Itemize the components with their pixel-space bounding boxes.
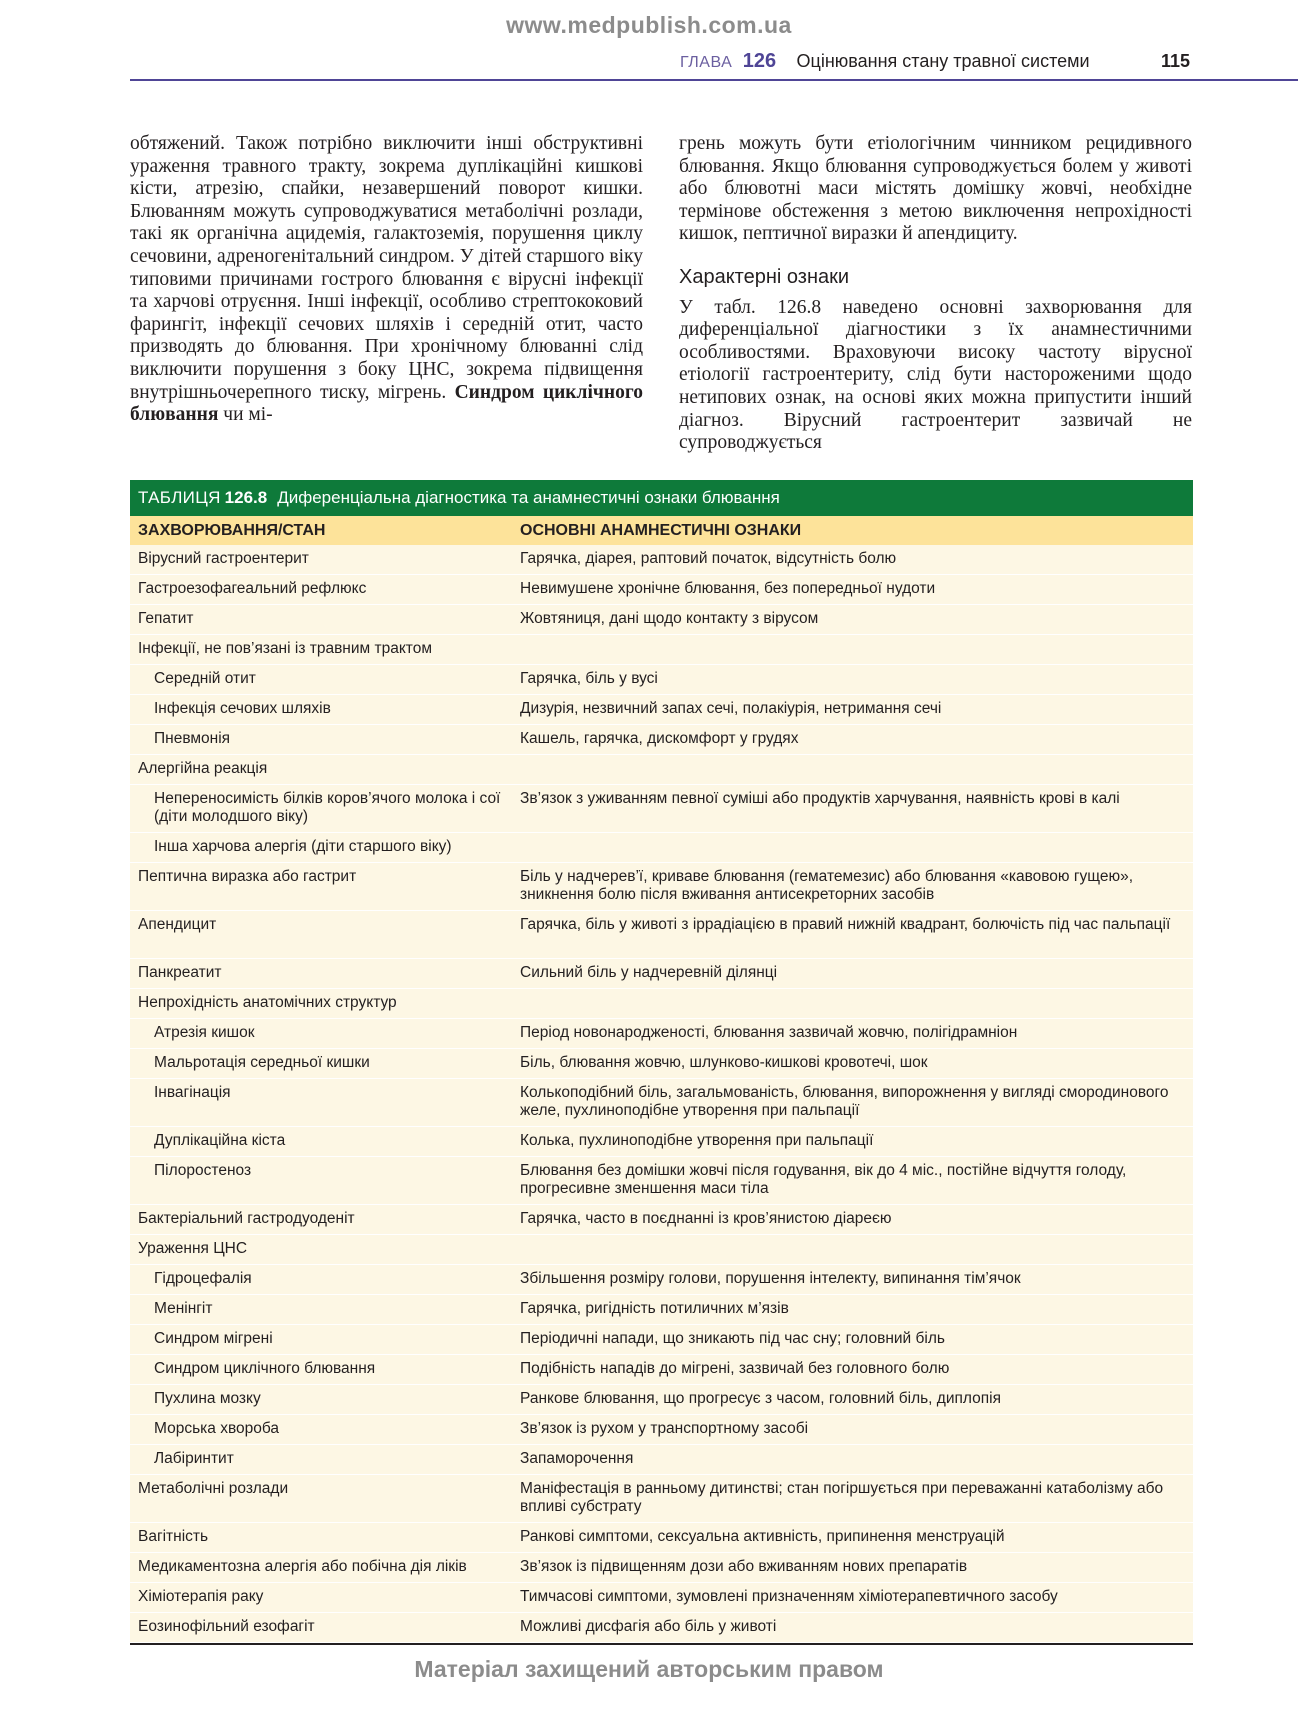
table-row <box>130 695 1193 725</box>
table-row <box>130 1583 1193 1613</box>
cell-condition: Гідроцефалія <box>154 1270 252 1287</box>
table-row <box>130 605 1193 635</box>
cell-condition: Інвагінація <box>154 1084 231 1101</box>
cell-signs: Невимушене хронічне блювання, без попередньої нудоти <box>520 580 936 597</box>
table-row <box>130 545 1193 575</box>
cell-condition: Інфекції, не пов’язані із травним трактом <box>138 640 432 657</box>
table-number: 126.8 <box>224 488 268 507</box>
right-paragraph-1: грень можуть бути етіологічним чинником рецидивного блювання. Якщо блювання супроводжується болем у животі або блювотні маси містять домішку жовчі, необхідне термінове обстеження з метою виключення непрохідності кишок, пептичної виразки й апендициту. <box>679 133 1192 245</box>
table-bottom-rule <box>130 1643 1193 1645</box>
cell-condition: Пілоростеноз <box>154 1162 252 1179</box>
table-header-row <box>130 516 1193 545</box>
right-paragraph-2: У табл. 126.8 наведено основні захворювання для диференціальної діагностики з їх анамнестичними особливостями. Враховуючи високу частоту вірусної етіології гастроентериту, слід бути настороженими щодо нетипових ознак, на основі яких можна припустити інший діагноз. Вірусний гастроентерит зазвичай не супроводжується <box>679 296 1192 454</box>
cell-signs <box>512 635 1193 664</box>
cell-signs: Дизурія, незвичний запах сечі, полакіурія, нетримання сечі <box>520 700 942 717</box>
cell-condition: Непереносимість білків коров’ячого молока і сої (діти молодшого віку) <box>154 790 501 825</box>
cell-signs: Період новонародженості, блювання зазвичай жовчю, полігідрамніон <box>520 1024 1018 1041</box>
cell-condition: Лабіринтит <box>154 1450 234 1467</box>
cell-condition: Пневмонія <box>154 730 231 747</box>
left-column <box>130 133 643 427</box>
col-header-condition: ЗАХВОРЮВАННЯ/СТАН <box>138 522 326 539</box>
cell-condition: Панкреатит <box>138 964 222 981</box>
cell-signs: Тимчасові симптоми, зумовлені призначенням хіміотерапевтичного засобу <box>520 1588 1058 1605</box>
table-row <box>130 1325 1193 1355</box>
cell-signs: Кашель, гарячка, дискомфорт у грудях <box>520 730 799 747</box>
cell-condition: Ураження ЦНС <box>138 1240 248 1257</box>
header-rule <box>130 79 1298 81</box>
cell-signs: Колькоподібний біль, загальмованість, блювання, випорожнення у вигляді смородинового желе, пухлиноподібне утворення при пальпації <box>520 1084 1169 1119</box>
chapter-number: 126 <box>742 50 777 72</box>
cell-condition: Мальротація середньої кишки <box>154 1054 370 1071</box>
cell-condition: Пептична виразка або гастрит <box>138 868 357 885</box>
cell-signs: Гарячка, біль у животі з іррадіацією в правий нижній квадрант, болючість під час пальпації <box>520 916 1171 933</box>
cell-condition: Інша харчова алергія (діти старшого віку) <box>154 838 452 855</box>
table-row <box>130 863 1193 911</box>
table-row <box>130 1523 1193 1553</box>
table-row-group <box>130 1235 1193 1265</box>
cell-signs: Біль у надчерев’ї, криваве блювання (гематемезис) або блювання «кавовою гущею», зникнення болю після вживання антисекреторних засобів <box>520 868 1134 903</box>
cell-condition: Метаболічні розлади <box>138 1480 289 1497</box>
cell-condition: Апендицит <box>138 916 217 933</box>
chapter-label: ГЛАВА <box>680 54 733 71</box>
cell-condition: Дуплікаційна кіста <box>154 1132 286 1149</box>
cell-condition: Гепатит <box>138 610 194 627</box>
cell-signs: Жовтяниця, дані щодо контакту з вірусом <box>520 610 819 627</box>
copyright-watermark: Матеріал захищений авторським правом <box>414 1656 884 1682</box>
table-row <box>130 665 1193 695</box>
cell-condition: Пухлина мозку <box>154 1390 261 1407</box>
table-row <box>130 1157 1193 1205</box>
table-row <box>130 959 1193 989</box>
right-column <box>679 133 1192 455</box>
table-row <box>130 1385 1193 1415</box>
cell-condition: Непрохідність анатомічних структур <box>138 994 397 1011</box>
cell-signs: Запаморочення <box>520 1450 634 1467</box>
cell-signs: Колька, пухлиноподібне утворення при пальпації <box>520 1132 874 1149</box>
section-heading: Характерні ознаки <box>679 265 850 288</box>
table-row <box>130 911 1193 959</box>
table-row <box>130 1019 1193 1049</box>
watermark-url: www.medpublish.com.ua <box>506 12 792 38</box>
cell-signs: Маніфестація в ранньому дитинстві; стан погіршується при переважанні катаболізму або впливі субстрату <box>520 1480 1164 1515</box>
cell-condition: Вагітність <box>138 1528 209 1545</box>
table-label: ТАБЛИЦЯ <box>138 488 221 507</box>
table-row <box>130 1265 1193 1295</box>
cell-signs: Ранкове блювання, що прогресує з часом, головний біль, диплопія <box>520 1390 1001 1407</box>
cell-condition: Алергійна реакція <box>138 760 268 777</box>
table-row <box>130 1127 1193 1157</box>
table-row <box>130 1295 1193 1325</box>
running-header <box>680 50 1190 76</box>
table-row-group <box>130 755 1193 785</box>
table-row <box>130 1613 1193 1643</box>
cell-signs: Зв’язок із рухом у транспортному засобі <box>520 1420 809 1437</box>
chapter-title: Оцінювання стану травної системи <box>796 51 1090 71</box>
cell-condition: Бактеріальний гастродуоденіт <box>138 1210 355 1227</box>
cell-signs: Гарячка, ригідність потиличних м’язів <box>520 1300 789 1317</box>
cell-condition: Вірусний гастроентерит <box>138 550 309 567</box>
cell-signs: Збільшення розміру голови, порушення інтелекту, випинання тім’ячок <box>520 1270 1021 1287</box>
table-row <box>130 833 1193 863</box>
table-title-bar <box>130 480 1193 516</box>
cell-signs: Гарячка, часто в поєднанні із кров’янистою діареєю <box>520 1210 892 1227</box>
table-row <box>130 725 1193 755</box>
cell-signs: Ранкові симптоми, сексуальна активність, припинення менструацій <box>520 1528 1005 1545</box>
cell-condition: Гастроезофагеальний рефлюкс <box>138 580 367 597</box>
cell-condition: Еозинофільний езофагіт <box>138 1618 315 1635</box>
cell-condition: Хіміотерапія раку <box>138 1588 264 1605</box>
cell-condition: Менінгіт <box>154 1300 213 1317</box>
cell-condition: Морська хвороба <box>154 1420 280 1437</box>
cell-signs: Періодичні напади, що зникають під час сну; головний біль <box>520 1330 945 1347</box>
col-header-signs: ОСНОВНІ АНАМНЕСТИЧНІ ОЗНАКИ <box>520 522 802 539</box>
cell-condition: Інфекція сечових шляхів <box>154 700 331 717</box>
cell-signs: Зв’язок з уживанням певної суміші або продуктів харчування, наявність крові в калі <box>520 790 1120 807</box>
left-paragraph <box>130 133 643 427</box>
table-row <box>130 1445 1193 1475</box>
table-126-8 <box>130 480 1193 1645</box>
table-row <box>130 1205 1193 1235</box>
table-row <box>130 1415 1193 1445</box>
cell-signs: Блювання без домішки жовчі після годування, вік до 4 міс., постійне відчуття голоду, прогресивне зменшення маси тіла <box>520 1162 1127 1197</box>
left-bold-term: Синдром циклічного блювання <box>130 381 643 426</box>
table-row <box>130 575 1193 605</box>
table-row <box>130 785 1193 833</box>
left-paragraph-tail: чи мі- <box>223 404 273 426</box>
table-row-group <box>130 635 1193 665</box>
cell-condition: Середній отит <box>154 670 256 687</box>
table-row <box>130 1079 1193 1127</box>
cell-condition: Атрезія кишок <box>154 1024 255 1041</box>
table-row-group <box>130 989 1193 1019</box>
cell-condition: Медикаментозна алергія або побічна дія ліків <box>138 1558 467 1575</box>
cell-signs: Сильний біль у надчеревній ділянці <box>520 964 778 981</box>
cell-signs: Біль, блювання жовчю, шлунково-кишкові кровотечі, шок <box>520 1054 928 1071</box>
cell-signs <box>512 989 1193 1018</box>
table-row <box>130 1049 1193 1079</box>
table-title: Диференціальна діагностика та анамнестичні ознаки блювання <box>277 488 780 507</box>
cell-signs: Гарячка, біль у вусі <box>520 670 658 687</box>
table-row <box>130 1475 1193 1523</box>
cell-condition: Синдром циклічного блювання <box>154 1360 376 1377</box>
table-row <box>130 1553 1193 1583</box>
table-row <box>130 1355 1193 1385</box>
cell-signs: Гарячка, діарея, раптовий початок, відсутність болю <box>520 550 897 567</box>
cell-condition: Синдром мігрені <box>154 1330 273 1347</box>
page-number: 115 <box>1160 51 1190 71</box>
cell-signs <box>512 1235 1193 1264</box>
cell-signs: Можливі дисфагія або біль у животі <box>520 1618 777 1635</box>
cell-signs <box>512 755 1193 784</box>
cell-signs: Зв’язок із підвищенням дози або вживанням нових препаратів <box>520 1558 968 1575</box>
left-paragraph-text: обтяжений. Також потрібно виключити інші обструктивні ураження травного тракту, зокрема дуплікаційні кишкові кісти, атрезію, спайки, незавершений поворот кишки. Блюванням можуть супроводжуватися метаболічні розлади, такі як органічна ацидемія, галактоземія, порушення циклу сечовини, адреногенітальний синдром. У дітей старшого віку типовими причинами гострого блювання є вірусні інфекції та харчові отруєння. Інші інфекції, особливо стрептококовий фарингіт, інфекції сечових шляхів і середній отит, часто призводять до блювання. При хронічному блюванні слід виключити порушення з боку ЦНС, зокрема підвищення внутрішньочерепного тиску, мігрень. <box>130 133 643 403</box>
cell-signs <box>512 833 1193 862</box>
cell-signs: Подібність нападів до мігрені, зазвичай без головного болю <box>520 1360 950 1377</box>
